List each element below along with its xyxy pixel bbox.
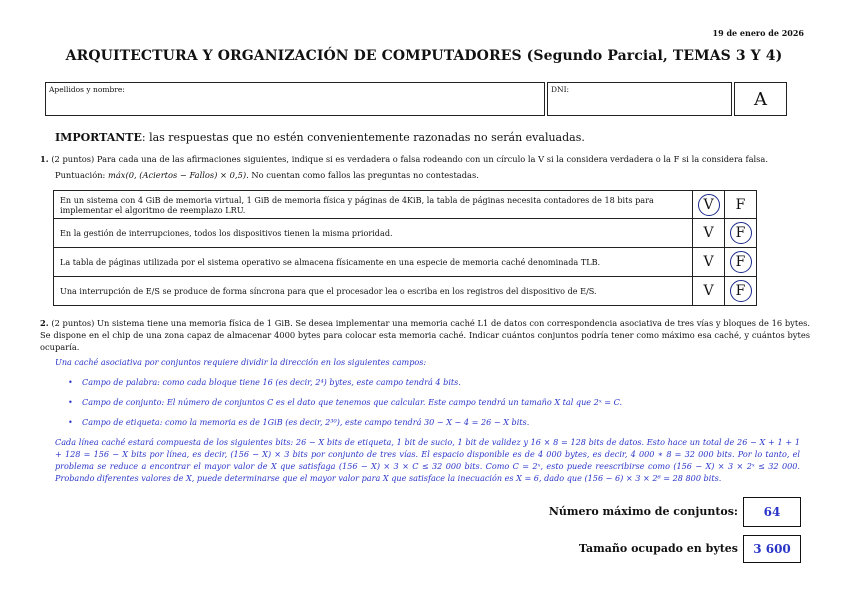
tf-statement: Una interrupción de E/S se produce de forma síncrona para que el procesador lea o escriba en los registros del dispositivo de E/S.	[54, 277, 693, 306]
false-option[interactable]	[725, 277, 757, 306]
true-option[interactable]: V	[693, 248, 725, 277]
tf-row	[54, 248, 757, 277]
false-option[interactable]	[725, 248, 757, 277]
selected-circle: F	[730, 222, 752, 244]
list-item: • Campo de etiqueta: como la memoria es de 1GiB (es decir, 2³⁰), este campo tendrá 30 − X − 4 = 26 − X bits.	[68, 416, 788, 428]
selected-circle: V	[698, 194, 720, 216]
result-value: 64	[743, 497, 801, 527]
question-1	[40, 153, 810, 165]
selected-circle: F	[730, 251, 752, 273]
result-label: Tamaño ocupado en bytes	[578, 542, 738, 555]
tf-row	[54, 191, 757, 219]
true-option[interactable]: V	[693, 219, 725, 248]
exam-title: ARQUITECTURA Y ORGANIZACIÓN DE COMPUTADORES (Segundo Parcial, TEMAS 3 Y 4)	[65, 48, 783, 64]
exam-date: 19 de enero de 2026	[712, 28, 804, 38]
question-1-number: 1.	[40, 154, 49, 164]
question-1-statement: (2 puntos) Para cada una de las afirmaciones siguientes, indique si es verdadera o falsa rodeando con un círculo la V si la considera verdadera o la F si la considera falsa.	[51, 154, 769, 164]
tf-statement: En un sistema con 4 GiB de memoria virtual, 1 GiB de memoria física y páginas de 4KiB, la tabla de páginas necesita contadores de 18 bits para implementar el algoritmo de reemplazo LRU.	[54, 191, 693, 219]
tf-row	[54, 219, 757, 248]
important-notice	[55, 131, 585, 144]
tf-statement: La tabla de páginas utilizada por el sistema operativo se almacena físicamente en una especie de memoria caché denominada TLB.	[54, 248, 693, 277]
name-label: Apellidos y nombre:	[49, 85, 125, 94]
false-option[interactable]	[725, 219, 757, 248]
question-1-scoring	[55, 170, 479, 180]
question-2-number: 2.	[40, 318, 49, 328]
exam-version: A	[754, 89, 767, 110]
exam-version-box	[734, 82, 787, 116]
list-item: • Campo de conjunto: El número de conjuntos C es el dato que tenemos que calcular. Este campo tendrá un tamaño X tal que 2ˣ = C.	[68, 396, 788, 408]
question-2-statement: (2 puntos) Un sistema tiene una memoria física de 1 GiB. Se desea implementar una memoria caché L1 de datos con correspondencia asociativa de tres vías y bloques de 16 bytes. Se dispone en el chip de una zona capaz de almacenar 4000 bytes para colocar esta memoria caché. Indicar cuántos conjuntos podría tener como máximo esa caché, y cuántos bytes ocuparía.	[40, 318, 810, 352]
true-option[interactable]: V	[693, 277, 725, 306]
selected-circle: F	[730, 280, 752, 302]
name-field[interactable]	[45, 82, 545, 116]
tf-statement: En la gestión de interrupciones, todos los dispositivos tienen la misma prioridad.	[54, 219, 693, 248]
scoring-suffix: . No cuentan como fallos las preguntas no contestadas.	[246, 170, 479, 180]
scoring-prefix: Puntuación:	[55, 170, 106, 180]
dni-label: DNI:	[551, 85, 570, 94]
tf-row	[54, 277, 757, 306]
important-label: IMPORTANTE	[55, 131, 142, 144]
false-option[interactable]: F	[725, 191, 757, 219]
important-text: : las respuestas que no estén convenientemente razonadas no serán evaluadas.	[141, 131, 585, 144]
scoring-formula: máx(0, (Aciertos − Fallos) × 0,5)	[107, 170, 247, 180]
list-item: • Campo de palabra: como cada bloque tiene 16 (es decir, 2⁴) bytes, este campo tendrá 4 bits.	[68, 376, 788, 388]
address-fields-list	[68, 376, 788, 436]
dni-field[interactable]	[547, 82, 732, 116]
result-label: Número máximo de conjuntos:	[548, 505, 738, 518]
true-option[interactable]	[693, 191, 725, 219]
result-value: 3 600	[743, 535, 801, 563]
question-2	[40, 317, 810, 353]
answer-intro: Una caché asociativa por conjuntos requiere dividir la dirección en los siguientes campos:	[55, 357, 427, 367]
answer-body: Cada línea caché estará compuesta de los siguientes bits: 26 − X bits de etiqueta, 1 bit de sucio, 1 bit de validez y 16 × 8 = 128 bits de datos. Esto hace un total de 26 − X + 1 + 1 + 128 = 156 − X bits por línea, es decir, (156 − X) × 3 bits por conjunto de tres vías. El espacio disponible es de 4 000 bytes, es decir, 4 000 ∗ 8 = 32 000 bits. Por lo tanto, el problema se reduce a encontrar el mayor valor de X que satisfaga (156 − X) × 3 × C ≤ 32 000 bits. Como C = 2ˣ, esto puede reescribirse como (156 − X) × 3 × 2ˣ ≤ 32 000. Probando diferentes valores de X, puede determinarse que el mayor valor para X que satisface la inecuación es X = 6, dado que (156 − 6) × 3 × 2⁶ = 28 800 bits.	[55, 437, 800, 483]
true-false-table	[53, 190, 757, 306]
